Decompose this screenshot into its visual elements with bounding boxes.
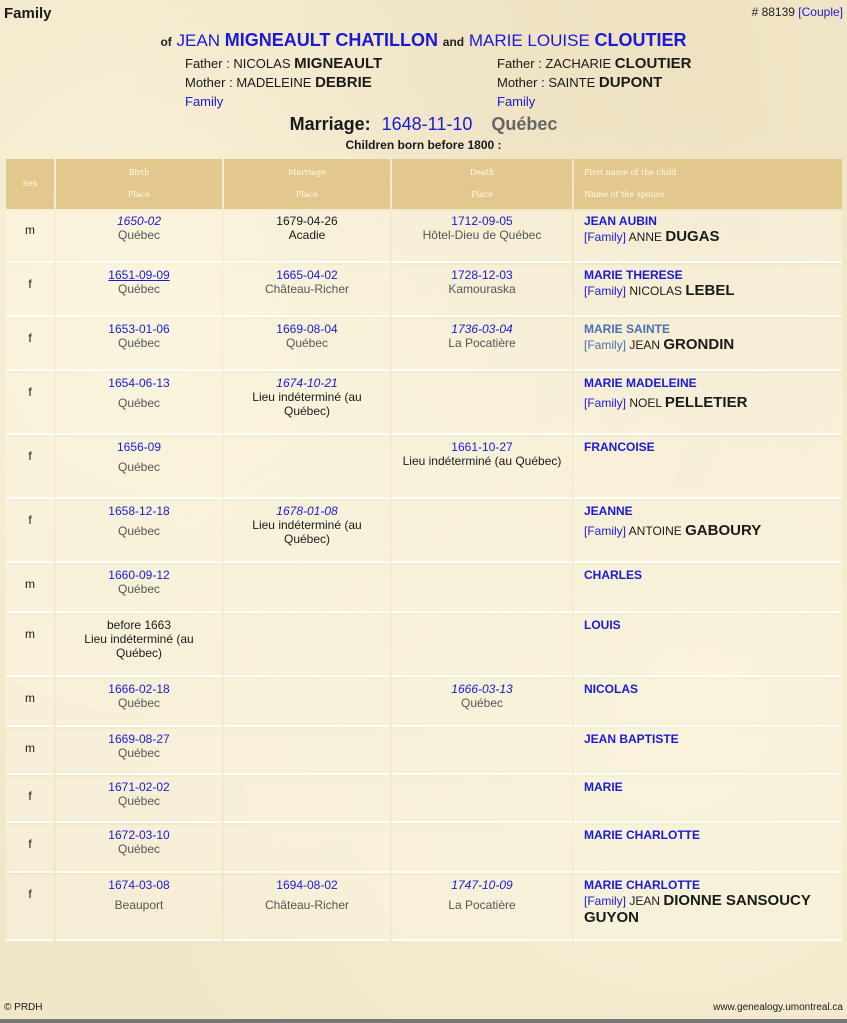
birth-place: Québec bbox=[117, 460, 161, 474]
child-sex: f bbox=[6, 825, 54, 873]
child-name-link[interactable]: JEANNE bbox=[584, 504, 633, 518]
birth-date-link[interactable]: 1674-03-08 bbox=[108, 878, 170, 892]
birth-place: Québec bbox=[117, 524, 161, 538]
birth-date-link[interactable]: 1658-12-18 bbox=[108, 504, 170, 518]
spouse-last: LEBEL bbox=[685, 282, 735, 299]
child-name-link[interactable]: MARIE bbox=[584, 780, 623, 794]
header-birth: Birth Place bbox=[56, 159, 222, 209]
table-row bbox=[6, 265, 842, 317]
child-sex: m bbox=[6, 615, 54, 677]
and-label: and bbox=[442, 35, 465, 49]
child-sex: m bbox=[6, 679, 54, 727]
death-date-link[interactable]: 1736-03-04 bbox=[451, 322, 513, 336]
birth-date-link[interactable]: 1654-06-13 bbox=[108, 376, 170, 390]
child-name-link[interactable]: JEAN BAPTISTE bbox=[584, 732, 679, 746]
spouse-last: GABOURY bbox=[685, 522, 762, 539]
table-header-row bbox=[6, 159, 842, 209]
death-place: La Pocatière bbox=[448, 898, 516, 912]
marriage-date-link[interactable]: 1694-08-02 bbox=[276, 878, 338, 892]
husband-parents bbox=[185, 54, 382, 111]
birth-date-link[interactable]: 1660-09-12 bbox=[108, 568, 170, 582]
death-place: Kamouraska bbox=[448, 282, 516, 296]
marriage-date-link[interactable]: 1648-11-10 bbox=[381, 114, 473, 134]
marriage-heading bbox=[0, 114, 847, 135]
footer-url: www.genealogy.umontreal.ca bbox=[713, 1002, 843, 1013]
birth-place: Beauport bbox=[114, 898, 164, 912]
table-row bbox=[6, 875, 842, 941]
birth-place: Québec bbox=[117, 794, 161, 808]
table-row bbox=[6, 319, 842, 371]
marriage-date-link[interactable]: 1669-08-04 bbox=[276, 322, 338, 336]
marriage-place: Acadie bbox=[288, 228, 326, 242]
table-row bbox=[6, 211, 842, 263]
spouse-last: DUGAS bbox=[665, 228, 720, 245]
children-table bbox=[4, 157, 844, 943]
death-place: Hôtel-Dieu de Québec bbox=[422, 228, 542, 242]
bottom-bar bbox=[0, 1019, 847, 1023]
husband-link[interactable] bbox=[177, 31, 439, 50]
child-sex: m bbox=[6, 211, 54, 263]
table-row bbox=[6, 501, 842, 563]
table-row bbox=[6, 565, 842, 613]
spouse-first: JEAN bbox=[629, 894, 661, 908]
child-name-link[interactable]: MARIE SAINTE bbox=[584, 322, 671, 336]
family-link[interactable]: [Family] bbox=[584, 524, 626, 538]
table-row bbox=[6, 615, 842, 677]
marriage-date-link[interactable]: 1674-10-21 bbox=[276, 376, 338, 390]
wife-father: Father : ZACHARIE CLOUTIER bbox=[497, 55, 692, 72]
spouse-first: NOEL bbox=[629, 396, 662, 410]
marriage-place: Lieu indéterminé (au Québec) bbox=[252, 390, 362, 418]
child-name-link[interactable]: MARIE MADELEINE bbox=[584, 376, 697, 390]
child-name-link[interactable]: FRANCOISE bbox=[584, 440, 655, 454]
child-sex: f bbox=[6, 373, 54, 435]
death-date-link[interactable]: 1712-09-05 bbox=[451, 214, 513, 228]
spouse-last: PELLETIER bbox=[664, 394, 748, 411]
wife-first: MARIE LOUISE bbox=[468, 31, 590, 50]
child-name-link[interactable]: MARIE CHARLOTTE bbox=[584, 878, 700, 892]
birth-date-link[interactable]: 1653-01-06 bbox=[108, 322, 170, 336]
spouse-last: GRONDIN bbox=[663, 336, 735, 353]
child-sex: m bbox=[6, 565, 54, 613]
marriage-place: Québec bbox=[491, 114, 558, 134]
birth-place: Lieu indéterminé (au Québec) bbox=[84, 632, 194, 660]
marriage-place: Québec bbox=[285, 336, 329, 350]
spouse-first: ANTOINE bbox=[628, 524, 682, 538]
birth-place: Québec bbox=[117, 746, 161, 760]
page-title: Family bbox=[4, 5, 52, 22]
family-link[interactable]: [Family] bbox=[584, 284, 626, 298]
child-name-link[interactable]: JEAN AUBIN bbox=[584, 214, 657, 228]
record-info bbox=[752, 5, 843, 19]
header-marriage: Marriage Place bbox=[224, 159, 390, 209]
family-link[interactable]: [Family] bbox=[584, 396, 626, 410]
child-sex: m bbox=[6, 729, 54, 775]
record-number: # 88139 bbox=[751, 5, 795, 19]
child-name-link[interactable]: LOUIS bbox=[584, 618, 621, 632]
child-name-link[interactable]: NICOLAS bbox=[584, 682, 638, 696]
marriage-date-link[interactable]: 1665-04-02 bbox=[276, 268, 338, 282]
family-link[interactable]: [Family] bbox=[584, 894, 626, 908]
family-link[interactable]: [Family] bbox=[584, 230, 626, 244]
marriage-place: Château-Richer bbox=[264, 898, 350, 912]
birth-place: Québec bbox=[117, 336, 161, 350]
husband-first: JEAN bbox=[176, 31, 220, 50]
header-child-name: First name of the child Name of the spouse bbox=[574, 159, 842, 209]
birth-place: Québec bbox=[117, 582, 161, 596]
birth-date: before 1663 bbox=[106, 618, 172, 632]
table-row bbox=[6, 373, 842, 435]
death-place: Lieu indéterminé (au Québec) bbox=[402, 454, 562, 468]
death-date-link[interactable]: 1661-10-27 bbox=[451, 440, 513, 454]
spouse-last: DIONNE SANSOUCY GUYON bbox=[584, 892, 811, 926]
table-row bbox=[6, 437, 842, 499]
death-date-link[interactable]: 1728-12-03 bbox=[451, 268, 513, 282]
marriage-place: Château-Richer bbox=[264, 282, 350, 296]
birth-place: Québec bbox=[117, 228, 161, 242]
table-row bbox=[6, 729, 842, 775]
birth-place: Québec bbox=[117, 842, 161, 856]
child-sex: f bbox=[6, 265, 54, 317]
marriage-date: 1679-04-26 bbox=[276, 214, 338, 228]
husband-last: MIGNEAULT CHATILLON bbox=[224, 30, 439, 50]
table-row bbox=[6, 777, 842, 823]
wife-link[interactable] bbox=[469, 31, 687, 50]
birth-place: Québec bbox=[117, 396, 161, 410]
wife-last: CLOUTIER bbox=[594, 30, 687, 50]
table-row bbox=[6, 679, 842, 727]
spouse-first: NICOLAS bbox=[629, 284, 683, 298]
death-place: Québec bbox=[460, 696, 504, 710]
marriage-label: Marriage: bbox=[289, 114, 371, 134]
marriage-date-link[interactable]: 1678-01-08 bbox=[276, 504, 338, 518]
birth-date-link[interactable]: 1672-03-10 bbox=[108, 828, 170, 842]
spouse-first: ANNE bbox=[628, 230, 663, 244]
family-link[interactable]: [Family] bbox=[584, 338, 626, 352]
couple-heading bbox=[0, 30, 847, 51]
child-sex: f bbox=[6, 777, 54, 823]
wife-mother: Mother : SAINTE DUPONT bbox=[497, 74, 663, 91]
header-sex: Sex bbox=[6, 159, 54, 209]
death-place: La Pocatière bbox=[448, 336, 516, 350]
birth-date-link[interactable]: 1650-02 bbox=[116, 214, 162, 228]
birth-place: Québec bbox=[117, 282, 161, 296]
couple-link[interactable]: [Couple] bbox=[798, 5, 843, 19]
child-sex: f bbox=[6, 437, 54, 499]
table-row bbox=[6, 825, 842, 873]
wife-parents-family-link[interactable]: Family bbox=[497, 94, 536, 109]
death-date-link[interactable]: 1747-10-09 bbox=[451, 878, 513, 892]
husband-father: Father : NICOLAS MIGNEAULT bbox=[185, 55, 383, 72]
footer-copyright: © PRDH bbox=[4, 1002, 43, 1013]
of-label: of bbox=[160, 35, 172, 49]
header-death: Death Place bbox=[392, 159, 572, 209]
birth-date-link[interactable]: 1656-09 bbox=[116, 440, 162, 454]
birth-date-link[interactable]: 1651-09-09 bbox=[108, 268, 170, 282]
child-name-link[interactable]: MARIE CHARLOTTE bbox=[584, 828, 700, 842]
marriage-place: Lieu indéterminé (au Québec) bbox=[252, 518, 362, 546]
child-name-link[interactable]: CHARLES bbox=[584, 568, 643, 582]
birth-date-link[interactable]: 1666-02-18 bbox=[108, 682, 170, 696]
husband-mother: Mother : MADELEINE DEBRIE bbox=[185, 74, 372, 91]
child-sex: f bbox=[6, 875, 54, 941]
birth-date-link[interactable]: 1669-08-27 bbox=[108, 732, 170, 746]
children-label: Children born before 1800 : bbox=[345, 138, 502, 152]
birth-place: Québec bbox=[117, 696, 161, 710]
wife-parents bbox=[497, 54, 691, 111]
child-sex: f bbox=[6, 319, 54, 371]
death-date-link[interactable]: 1666-03-13 bbox=[451, 682, 513, 696]
husband-parents-family-link[interactable]: Family bbox=[185, 94, 224, 109]
child-name-link[interactable]: MARIE THERESE bbox=[584, 268, 683, 282]
birth-date-link[interactable]: 1671-02-02 bbox=[108, 780, 170, 794]
child-sex: f bbox=[6, 501, 54, 563]
spouse-first: JEAN bbox=[629, 338, 661, 352]
